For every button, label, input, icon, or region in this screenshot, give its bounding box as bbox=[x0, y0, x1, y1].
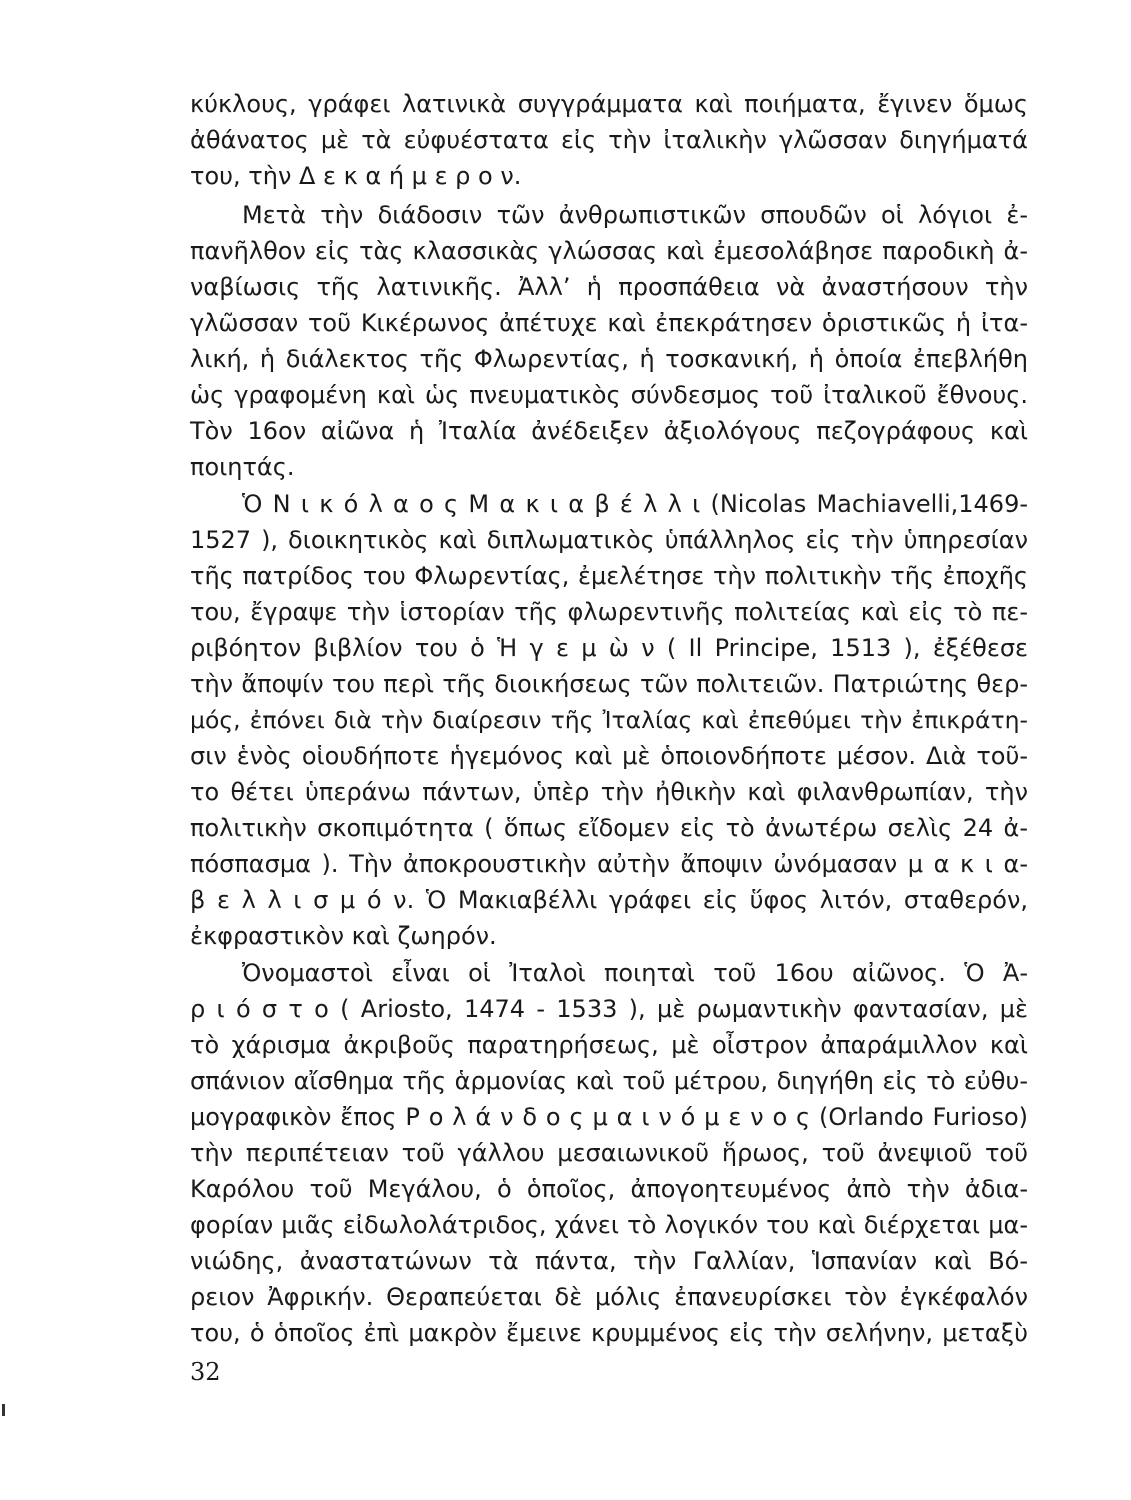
text-line: πανῆλθον εἰς τὰς κλασσικὰς γλώσσας καὶ ἐμεσολάβησε παροδικὴ ἀ- bbox=[190, 237, 1028, 265]
text-line: ἀθάνατος μὲ τὰ εὐφυέστατα εἰς τὴν ἰταλικὴν γλῶσσαν διηγήματά bbox=[190, 126, 1028, 154]
text-line: του, τὴν Δ ε κ α ή μ ε ρ ο ν. bbox=[190, 162, 522, 190]
text-line: ριβόητον βιβλίον του ὁ Ἡ γ ε μ ὼ ν ( Il Principe, 1513 ), ἐξέθεσε bbox=[190, 634, 1028, 662]
text-line: τῆς πατρίδος του Φλωρεντίας, ἐμελέτησε τὴν πολιτικὴν τῆς ἐποχῆς bbox=[190, 562, 1028, 590]
text-line: ὡς γραφομένη καὶ ὡς πνευματικὸς σύνδεσμος τοῦ ἰταλικοῦ ἔθνους. bbox=[190, 381, 1028, 409]
text-line: Τὸν 16ον αἰῶνα ἡ Ἰταλία ἀνέδειξεν ἀξιολόγους πεζογράφους καὶ bbox=[190, 417, 1028, 445]
text-line: τὸ χάρισμα ἀκριβοῦς παρατηρήσεως, μὲ οἶστρον ἀπαράμιλλον καὶ bbox=[190, 1031, 1028, 1059]
text-line: τὴν ἄποψίν του περὶ τῆς διοικήσεως τῶν πολιτειῶν. Πατριώτης θερ- bbox=[190, 670, 1028, 698]
text-line: σιν ἑνὸς οἱουδήποτε ἡγεμόνος καὶ μὲ ὁποιονδήποτε μέσον. Διὰ τοῦ- bbox=[190, 742, 1028, 770]
text-line: πόσπασμα ). Τὴν ἀποκρουστικὴν αὐτὴν ἄποψιν ὠνόμασαν μ α κ ι α- bbox=[190, 850, 1028, 878]
text-line: μός, ἐπόνει διὰ τὴν διαίρεσιν τῆς Ἰταλίας καὶ ἐπεθύμει τὴν ἐπικράτη- bbox=[190, 706, 1028, 734]
text-line: σπάνιον αἴσθημα τῆς ἁρμονίας καὶ τοῦ μέτρου, διηγήθη εἰς τὸ εὐθυ- bbox=[190, 1067, 1028, 1095]
text-line: του, ὁ ὁποῖος ἐπὶ μακρὸν ἔμεινε κρυμμένος εἰς τὴν σελήνην, μεταξὺ bbox=[190, 1319, 1028, 1347]
text-line: φορίαν μιᾶς εἰδωλολάτριδος, χάνει τὸ λογικόν του καὶ διέρχεται μα- bbox=[190, 1211, 1028, 1239]
text-line: λική, ἡ διάλεκτος τῆς Φλωρεντίας, ἡ τοσκανική, ἡ ὁποία ἐπεβλήθη bbox=[190, 345, 1028, 373]
text-line: γλῶσσαν τοῦ Κικέρωνος ἀπέτυχε καὶ ἐπεκράτησεν ὁριστικῶς ἡ ἰτα- bbox=[190, 309, 1028, 337]
text-line: β ε λ λ ι σ μ ό ν. Ὁ Μακιαβέλλι γράφει εἰς ὕφος λιτόν, σταθερόν, bbox=[190, 886, 1028, 914]
text-line: μογραφικὸν ἔπος Ρ ο λ ά ν δ ο ς μ α ι ν ό μ ε ν ο ς (Orlando Furioso) bbox=[190, 1103, 1028, 1131]
paragraph-start-line: Μετὰ τὴν διάδοσιν τῶν ἀνθρωπιστικῶν σπουδῶν οἱ λόγιοι ἐ- bbox=[242, 201, 1028, 229]
text-line: ρειον Ἀφρικήν. Θεραπεύεται δὲ μόλις ἐπανευρίσκει τὸν ἐγκέφαλόν bbox=[190, 1283, 1028, 1311]
text-line: ναβίωσις τῆς λατινικῆς. Ἀλλ’ ἡ προσπάθεια νὰ ἀναστήσουν τὴν bbox=[190, 273, 1028, 301]
text-line: ποιητάς. bbox=[190, 453, 295, 481]
paragraph-start-line: Ὁ Ν ι κ ό λ α ο ς Μ α κ ι α β έ λ λ ι (Nicolas Machiavelli,1469- bbox=[242, 490, 1028, 518]
text-line: πολιτικὴν σκοπιμότητα ( ὅπως εἴδομεν εἰς τὸ ἀνωτέρω σελὶς 24 ἀ- bbox=[190, 814, 1028, 842]
scan-margin-mark bbox=[2, 1404, 5, 1416]
text-line: το θέτει ὑπεράνω πάντων, ὑπὲρ τὴν ἠθικὴν καὶ φιλανθρωπίαν, τὴν bbox=[190, 778, 1028, 806]
text-line: ἐκφραστικὸν καὶ ζωηρόν. bbox=[190, 922, 497, 950]
text-line: του, ἔγραψε τὴν ἱστορίαν τῆς φλωρεντινῆς πολιτείας καὶ εἰς τὸ πε- bbox=[190, 598, 1028, 626]
text-line: Καρόλου τοῦ Μεγάλου, ὁ ὁποῖος, ἀπογοητευμένος ἀπὸ τὴν ἀδια- bbox=[190, 1175, 1028, 1203]
page-number: 32 bbox=[190, 1358, 221, 1386]
text-line: ρ ι ό σ τ ο ( Ariosto, 1474 - 1533 ), μὲ ρωμαντικὴν φαντασίαν, μὲ bbox=[190, 995, 1028, 1023]
text-line: κύκλους, γράφει λατινικὰ συγγράμματα καὶ ποιήματα, ἔγινεν ὅμως bbox=[190, 90, 1028, 118]
text-line: 1527 ), διοικητικὸς καὶ διπλωματικὸς ὑπάλληλος εἰς τὴν ὑπηρεσίαν bbox=[190, 526, 1028, 554]
paragraph-start-line: Ὀνομαστοὶ εἶναι οἱ Ἰταλοὶ ποιηταὶ τοῦ 16ου αἰῶνος. Ὁ Ἀ- bbox=[242, 959, 1028, 987]
text-line: νιώδης, ἀναστατώνων τὰ πάντα, τὴν Γαλλίαν, Ἱσπανίαν καὶ Βό- bbox=[190, 1247, 1028, 1275]
text-line: τὴν περιπέτειαν τοῦ γάλλου μεσαιωνικοῦ ἥρωος, τοῦ ἀνεψιοῦ τοῦ bbox=[190, 1139, 1028, 1167]
